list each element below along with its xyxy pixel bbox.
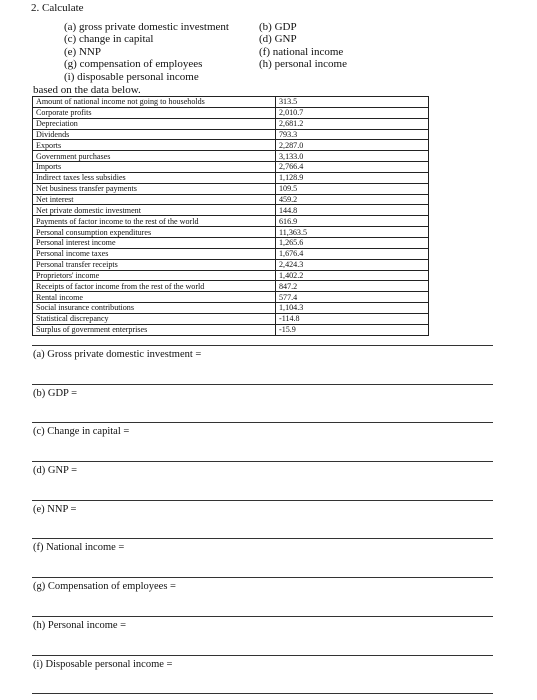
table-row xyxy=(33,281,429,292)
question-items-left xyxy=(64,21,229,83)
answer-label: (f) National income = xyxy=(33,542,125,554)
table-row xyxy=(33,140,429,151)
row-value: 793.3 xyxy=(276,129,429,140)
row-value: 459.2 xyxy=(276,194,429,205)
table-row xyxy=(33,313,429,324)
row-label: Statistical discrepancy xyxy=(33,313,276,324)
answer-line-i[interactable] xyxy=(32,655,493,694)
row-value: 847.2 xyxy=(276,281,429,292)
answer-line-g[interactable] xyxy=(32,577,493,616)
row-value: 616.9 xyxy=(276,216,429,227)
table-row xyxy=(33,183,429,194)
row-label: Government purchases xyxy=(33,151,276,162)
answer-label: (d) GNP = xyxy=(33,465,78,477)
answer-label: (i) Disposable personal income = xyxy=(33,658,173,670)
row-label: Net interest xyxy=(33,194,276,205)
answer-line-a[interactable] xyxy=(32,345,493,384)
answer-line-h[interactable] xyxy=(32,616,493,655)
row-label: Net business transfer payments xyxy=(33,183,276,194)
row-label: Indirect taxes less subsidies xyxy=(33,172,276,183)
item-c: (c) change in capital xyxy=(64,33,154,46)
row-label: Corporate profits xyxy=(33,107,276,118)
row-label: Amount of national income not going to households xyxy=(33,97,276,108)
row-value: 3,133.0 xyxy=(276,151,429,162)
row-label: Proprietors' income xyxy=(33,270,276,281)
answer-label: (b) GDP = xyxy=(33,387,78,399)
data-table xyxy=(32,96,429,336)
row-value: 1,676.4 xyxy=(276,248,429,259)
item-b: (b) GDP xyxy=(259,21,297,33)
row-value: 577.4 xyxy=(276,292,429,303)
table-row xyxy=(33,205,429,216)
row-label: Depreciation xyxy=(33,118,276,129)
table-row xyxy=(33,227,429,238)
row-label: Imports xyxy=(33,162,276,173)
row-value: 1,402.2 xyxy=(276,270,429,281)
item-h: (h) personal income xyxy=(259,58,347,71)
row-label: Personal interest income xyxy=(33,237,276,248)
row-value: -15.9 xyxy=(276,324,429,335)
answer-line-d[interactable] xyxy=(32,461,493,500)
row-label: Rental income xyxy=(33,292,276,303)
row-label: Net private domestic investment xyxy=(33,205,276,216)
answer-section xyxy=(32,345,493,694)
row-label: Personal transfer receipts xyxy=(33,259,276,270)
item-d: (d) GNP xyxy=(259,33,297,46)
row-value: 2,010.7 xyxy=(276,107,429,118)
table-row xyxy=(33,259,429,270)
answer-label: (a) Gross private domestic investment = xyxy=(33,349,202,360)
row-value: 1,265.6 xyxy=(276,237,429,248)
based-on-text: based on the data below. xyxy=(33,84,141,96)
row-value: -114.8 xyxy=(276,313,429,324)
table-row xyxy=(33,172,429,183)
table-row xyxy=(33,303,429,314)
row-value: 313.5 xyxy=(276,97,429,108)
item-a: (a) gross private domestic investment xyxy=(64,21,229,33)
row-value: 109.5 xyxy=(276,183,429,194)
row-value: 2,424.3 xyxy=(276,259,429,270)
table-row xyxy=(33,97,429,108)
row-value: 11,363.5 xyxy=(276,227,429,238)
row-value: 144.8 xyxy=(276,205,429,216)
row-label: Dividends xyxy=(33,129,276,140)
table-row xyxy=(33,129,429,140)
item-i: (i) disposable personal income xyxy=(64,70,199,83)
answer-line-c[interactable] xyxy=(32,422,493,461)
table-row xyxy=(33,162,429,173)
table-row xyxy=(33,151,429,162)
table-row xyxy=(33,248,429,259)
table-row xyxy=(33,237,429,248)
item-e: (e) NNP xyxy=(64,45,101,58)
answer-label: (e) NNP = xyxy=(33,503,77,515)
row-label: Payments of factor income to the rest of the world xyxy=(33,216,276,227)
table-row xyxy=(33,118,429,129)
row-value: 1,128.9 xyxy=(276,172,429,183)
item-g: (g) compensation of employees xyxy=(64,58,203,71)
answer-line-e[interactable] xyxy=(32,500,493,539)
row-label: Social insurance contributions xyxy=(33,303,276,314)
row-value: 2,766.4 xyxy=(276,162,429,173)
row-value: 2,681.2 xyxy=(276,118,429,129)
table-row xyxy=(33,216,429,227)
answer-line-b[interactable] xyxy=(32,384,493,423)
question-title: 2. Calculate xyxy=(31,2,84,14)
answer-label: (h) Personal income = xyxy=(33,619,127,631)
row-label: Receipts of factor income from the rest of the world xyxy=(33,281,276,292)
item-f: (f) national income xyxy=(259,45,344,58)
answer-line-f[interactable] xyxy=(32,538,493,577)
table-row xyxy=(33,324,429,335)
row-label: Personal income taxes xyxy=(33,248,276,259)
row-label: Surplus of government enterprises xyxy=(33,324,276,335)
answer-label: (g) Compensation of employees = xyxy=(33,581,176,593)
row-label: Exports xyxy=(33,140,276,151)
row-value: 1,104.3 xyxy=(276,303,429,314)
table-row xyxy=(33,194,429,205)
table-row xyxy=(33,270,429,281)
answer-label: (c) Change in capital = xyxy=(33,426,130,438)
table-row xyxy=(33,107,429,118)
row-label: Personal consumption expenditures xyxy=(33,227,276,238)
question-items-right xyxy=(259,21,347,71)
row-value: 2,287.0 xyxy=(276,140,429,151)
table-row xyxy=(33,292,429,303)
